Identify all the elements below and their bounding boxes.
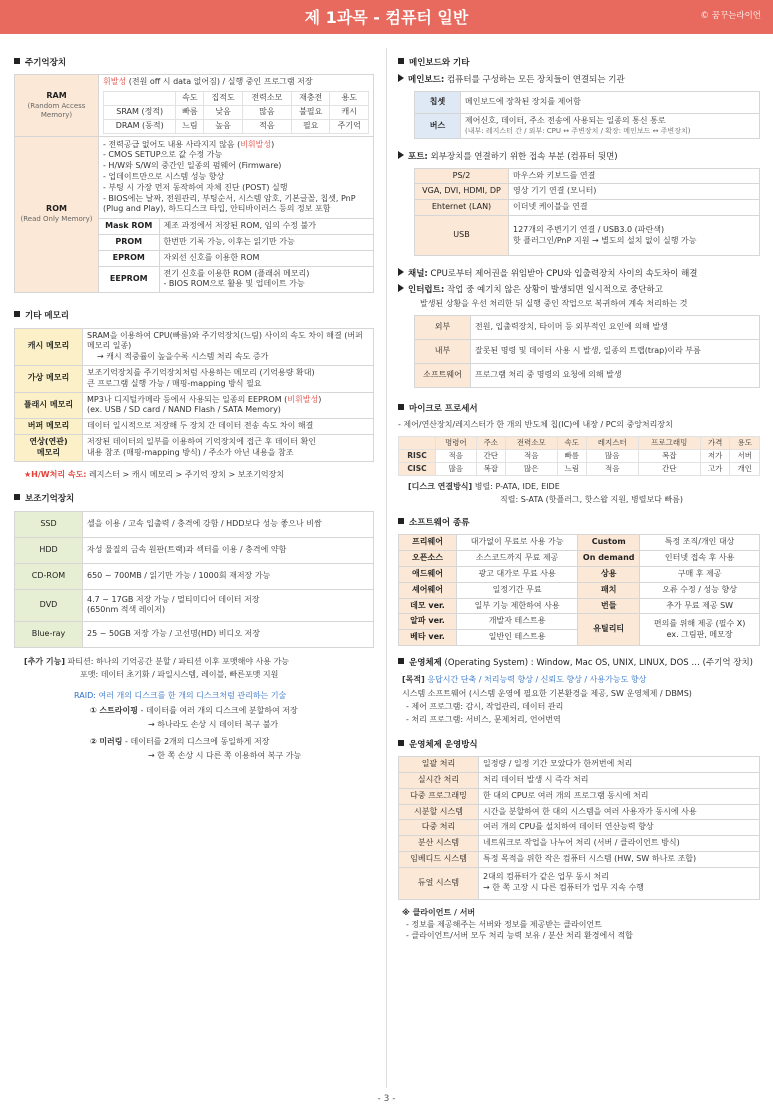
rc-header — [399, 437, 436, 450]
section-heading-aux-storage: 보조기억장치 — [14, 494, 374, 505]
ram-header: 집적도 — [204, 92, 243, 106]
left-column — [14, 58, 374, 762]
other-memory-table — [14, 328, 374, 462]
port-label: PS/2 — [415, 168, 509, 184]
ram-cell: 높음 — [204, 119, 243, 133]
os-modes-table — [398, 756, 760, 900]
bullet-square-icon — [14, 311, 20, 317]
sw-label: 셰어웨어 — [399, 582, 457, 598]
storage-desc: 650 ~ 700MB / 읽기만 가능 / 1000회 재저장 가능 — [83, 563, 374, 589]
sw-label: 베타 ver. — [399, 630, 457, 646]
rc-cell: 간단 — [476, 450, 506, 463]
section-heading-microprocessor: 마이크로 프로세서 — [398, 404, 760, 415]
interrupt-label: 외부 — [415, 315, 471, 339]
ram-desc: 휘발성 (전원 off 시 data 없어짐) / 실행 중인 프로그램 저장 — [103, 77, 313, 87]
ram-header: 용도 — [330, 92, 369, 106]
section-heading-os: 운영체제 (Operating System) : Window, Mac OS, UNIX, LINUX, DOS … (주기억 장치) — [398, 658, 760, 669]
sw-label: 오픈소스 — [399, 551, 457, 567]
risc-cisc-table — [398, 436, 760, 476]
rom-desc: - 전력공급 없어도 내용 사라지지 않음 (비휘발성) - CMOS SETUP으로 값 수정 가능 - H/W와 S/W의 중간인 일종의 펌웨어 (Firmware) - 업데이트만으로 시스템 성능 향상 - 부팅 시 가장 먼저 동작하여 자체 진단 (POST) 실행 - BIOS에는 날짜, 전원관리, 부팅순서, 시스템 암호, 기본글꼴, 칩셋, PnP (Plug and Play), 하드디스크 타입, 안티바이러스 등의 정보 포함 — [99, 137, 373, 219]
page-number: - 3 - — [377, 1094, 396, 1104]
disk-connection: [디스크 연결방식] 병렬: P-ATA, IDE, EIDE 직렬: S-ATA (핫플러그, 핫스왑 지원, 병렬보다 빠름) — [408, 482, 684, 505]
sw-desc: 개발자 테스트용 — [457, 614, 578, 630]
storage-label: CD-ROM — [15, 563, 83, 589]
rom-type-label: PROM — [99, 235, 159, 251]
os-mode-desc: 시간을 분할하여 한 대의 시스템을 여러 사용자가 동시에 사용 — [479, 804, 760, 820]
triangle-bullet-icon — [398, 268, 404, 276]
storage-desc: 4.7 ~ 17GB 저장 가능 / 멀티미디어 데이터 저장 (650nm 적색 레이저) — [83, 589, 374, 621]
rom-type-desc: 한번만 기록 가능, 이후는 읽기만 가능 — [159, 235, 373, 251]
rom-line: - BIOS에는 날짜, 전원관리, 부팅순서, 시스템 암호, 기본글꼴, 칩셋, PnP (Plug and Play), 하드디스크 타입, 안티바이러스 등의 정보 포함 — [103, 193, 356, 214]
hw-speed-note: ★H/W처리 속도: 레지스터 > 캐시 메모리 > 주기억 장치 > 보조기억장치 — [24, 469, 285, 479]
bullet-square-icon — [398, 658, 404, 664]
os-mode-label: 분산 시스템 — [399, 836, 479, 852]
os-line: - 처리 프로그램: 서비스, 문제처리, 언어번역 — [406, 714, 561, 724]
client-server-line: - 정보를 제공해주는 서버와 정보를 제공받는 클라이언트 — [406, 919, 602, 929]
rom-type-desc: 제조 과정에서 저장된 ROM, 임의 수정 불가 — [159, 219, 373, 235]
bullet-square-icon — [14, 494, 20, 500]
sw-label: 알파 ver. — [399, 614, 457, 630]
ram-cell: 필요 — [291, 119, 330, 133]
associative-memory-desc: 저장된 데이터의 일부를 이용하여 기억장치에 접근 후 데이터 확인 내용 참조 (매핑-mapping 방식) / 주소가 아닌 내용을 참조 — [83, 435, 374, 462]
sw-label: 패치 — [578, 582, 640, 598]
port-desc: 127개의 주변기기 연결 / USB3.0 (파란색) 핫 플러그인/PnP 지원 → 별도의 설치 없이 실행 가능 — [509, 216, 760, 256]
sw-desc: 일반인 테스트용 — [457, 630, 578, 646]
bullet-square-icon — [14, 58, 20, 64]
sw-label: 유틸리티 — [578, 614, 640, 646]
ram-cell: 적음 — [242, 119, 291, 133]
ram-cell: DRAM (동적) — [104, 119, 176, 133]
storage-desc: 자성 물질의 금속 원판(트랙)과 섹터를 이용 / 충격에 약함 — [83, 537, 374, 563]
rc-cell: 많음 — [587, 450, 638, 463]
rc-header: 프로그래밍 — [638, 437, 700, 450]
rc-cell: 서버 — [730, 450, 760, 463]
storage-desc: 25 ~ 50GB 저장 가능 / 고선명(HD) 비디오 저장 — [83, 621, 374, 647]
sw-label: 데모 ver. — [399, 598, 457, 614]
section-heading-mainboard: 메인보드와 기타 — [398, 58, 760, 69]
sw-label: 애드웨어 — [399, 567, 457, 583]
section-heading-os-modes: 운영체제 운영방식 — [398, 740, 760, 751]
rom-type-label: EPROM — [99, 250, 159, 266]
sw-desc: 추가 무료 제공 SW — [640, 598, 760, 614]
rc-cell: 저가 — [700, 450, 730, 463]
os-mode-desc: 처리 데이터 발생 시 즉각 처리 — [479, 772, 760, 788]
cache-memory-label: 캐시 메모리 — [15, 328, 83, 365]
bullet-square-icon — [398, 404, 404, 410]
aux-storage-table — [14, 511, 374, 648]
ram-label-cell — [15, 75, 99, 136]
interrupt-table — [414, 315, 760, 388]
flash-memory-label: 플래시 메모리 — [15, 392, 83, 419]
os-line: - 제어 프로그램: 감시, 작업관리, 데이터 관리 — [406, 702, 564, 712]
rc-header: 레지스터 — [587, 437, 638, 450]
column-divider — [386, 48, 387, 1088]
interrupt-desc-2: 발생된 상황을 우선 처리한 뒤 실행 중인 작업으로 복귀하여 계속 처리하는 것 — [420, 298, 688, 308]
rom-line: - 업데이트만으로 시스템 성능 향상 — [103, 172, 225, 182]
sw-label: 상용 — [578, 567, 640, 583]
port-label: USB — [415, 216, 509, 256]
associative-memory-label: 연상(연관) 메모리 — [15, 435, 83, 462]
rc-cell: 많은 — [506, 463, 557, 476]
ram-cell: 빠름 — [176, 106, 204, 120]
ram-cell: 캐시 — [330, 106, 369, 120]
rom-label: ROM — [46, 204, 67, 214]
sw-desc: 소스코드까지 무료 제공 — [457, 551, 578, 567]
os-mode-label: 다중 프로그래밍 — [399, 788, 479, 804]
virtual-memory-desc: 보조기억장치를 주기억장치처럼 사용하는 메모리 (기억용량 확대) 큰 프로그램 실행 가능 / 매핑-mapping 방식 필요 — [83, 366, 374, 393]
os-mode-desc: 일정량 / 일정 기간 모았다가 한꺼번에 처리 — [479, 757, 760, 773]
ram-header: 속도 — [176, 92, 204, 106]
rc-cell: 간단 — [638, 463, 700, 476]
software-table — [398, 534, 760, 646]
section-heading-software: 소프트웨어 종류 — [398, 518, 760, 529]
os-mode-label: 시분할 시스템 — [399, 804, 479, 820]
sw-label: On demand — [578, 551, 640, 567]
os-mode-desc: 네트워크로 작업을 나누어 처리 (서버 / 클라이언트 방식) — [479, 836, 760, 852]
ram-cell: 주기억 — [330, 119, 369, 133]
rc-header: 주소 — [476, 437, 506, 450]
sw-desc: 대가없이 무료로 사용 가능 — [457, 535, 578, 551]
ram-label: RAM — [46, 90, 67, 100]
cache-memory-desc: SRAM을 이용하여 CPU(빠름)와 주기억장치(느림) 사이의 속도 차이 해결 (버퍼 메모리 일종) → 캐시 적중률이 높을수록 시스템 처리 속도 증가 — [83, 328, 374, 365]
rc-cell: 적음 — [587, 463, 638, 476]
interrupt-label: 소프트웨어 — [415, 363, 471, 387]
interrupt-desc: 잘못된 명령 및 데이터 사용 시 발생, 일종의 트랩(trap)이라 부름 — [471, 339, 760, 363]
port-desc: 마우스와 키보드를 연결 — [509, 168, 760, 184]
sw-desc: 오류 수정 / 성능 향상 — [640, 582, 760, 598]
raid-striping: ① 스트라이핑 - 데이터를 여러 개의 디스크에 분할하여 저장 → 하나라도 손상 시 데이터 복구 불가 — [90, 706, 298, 730]
port-label: VGA, DVI, HDMI, DP — [415, 184, 509, 200]
os-goal: [목적] 응답시간 단축 / 처리능력 향상 / 신뢰도 향상 / 사용가능도 향상 — [402, 674, 647, 684]
ram-cell: 많음 — [242, 106, 291, 120]
rom-type-desc: 자외선 신호를 이용한 ROM — [159, 250, 373, 266]
rom-content-cell — [99, 136, 374, 293]
port-label: Ehternet (LAN) — [415, 200, 509, 216]
rc-cell: CISC — [399, 463, 436, 476]
copyright: © 꿈꾸는라이언 — [700, 11, 761, 21]
rom-label-cell — [15, 136, 99, 293]
os-mode-label: 일괄 처리 — [399, 757, 479, 773]
rc-cell: 복잡 — [638, 450, 700, 463]
bullet-square-icon — [398, 740, 404, 746]
sw-desc: 구매 후 제공 — [640, 567, 760, 583]
rc-cell: 적음 — [506, 450, 557, 463]
rom-line: - CMOS SETUP으로 값 수정 가능 — [103, 150, 223, 160]
rc-header: 가격 — [700, 437, 730, 450]
triangle-bullet-icon — [398, 151, 404, 159]
rom-type-label: Mask ROM — [99, 219, 159, 235]
rc-header: 속도 — [557, 437, 587, 450]
sw-desc: 일부 기능 제한하여 사용 — [457, 598, 578, 614]
sw-desc: 인터넷 접속 후 사용 — [640, 551, 760, 567]
sw-label: Custom — [578, 535, 640, 551]
ram-cell: 느림 — [176, 119, 204, 133]
rc-cell: 고가 — [700, 463, 730, 476]
rom-type-label: EEPROM — [99, 266, 159, 292]
sw-label: 번들 — [578, 598, 640, 614]
channel-def: 채널: CPU로부터 제어권을 위임받아 CPU와 입출력장치 사이의 속도차이 해결 — [398, 268, 760, 280]
raid-title: RAID: 여러 개의 디스크를 한 개의 디스크처럼 관리하는 기술 — [74, 690, 287, 700]
sw-desc: 광고 대가로 무료 사용 — [457, 567, 578, 583]
ram-cell: 불필요 — [291, 106, 330, 120]
virtual-memory-label: 가상 메모리 — [15, 366, 83, 393]
bullet-square-icon — [398, 58, 404, 64]
port-table — [414, 168, 760, 256]
rc-header: 용도 — [730, 437, 760, 450]
ram-sub-label: (Random Access Memory) — [27, 101, 86, 119]
os-mode-desc: 특정 목적을 위한 작은 컴퓨터 시스템 (HW, SW 하나로 조합) — [479, 851, 760, 867]
right-column — [398, 58, 760, 942]
rom-line: - 부팅 시 가장 먼저 동작하여 자체 진단 (POST) 실행 — [103, 182, 288, 192]
page-header — [0, 0, 773, 34]
section-heading-other-memory: 기타 메모리 — [14, 311, 374, 322]
buffer-memory-label: 버퍼 메모리 — [15, 419, 83, 435]
sw-desc: 일정기간 무료 — [457, 582, 578, 598]
bus-label: 버스 — [415, 113, 461, 138]
ram-header: 재충전 — [291, 92, 330, 106]
interrupt-desc: 프로그램 처리 중 명령의 요청에 의해 발생 — [471, 363, 760, 387]
port-desc: 영상 기기 연결 (모니터) — [509, 184, 760, 200]
interrupt-desc: 전원, 입출력장치, 타이머 등 외부적인 요인에 의해 발생 — [471, 315, 760, 339]
section-heading-main-memory: 주기억장치 — [14, 58, 374, 69]
ram-header: 전력소모 — [242, 92, 291, 106]
page-title: 제 1과목 - 컴퓨터 일반 — [304, 8, 469, 27]
rc-cell: RISC — [399, 450, 436, 463]
client-server-line: - 클라이언트/서버 모두 처리 능력 보유 / 분산 처리 환경에서 적합 — [406, 931, 633, 941]
main-memory-table — [14, 74, 374, 293]
storage-label: HDD — [15, 537, 83, 563]
ram-cell: SRAM (정적) — [104, 106, 176, 120]
os-mode-label: 다중 처리 — [399, 820, 479, 836]
rom-types-table — [99, 218, 373, 292]
interrupt-def: 인터럽트: 작업 중 예기치 않은 상황이 발생되면 일시적으로 중단하고 — [398, 284, 760, 296]
ram-header — [104, 92, 176, 106]
ram-content-cell — [99, 75, 374, 136]
microprocessor-desc: - 제어/연산장치/레지스터가 한 개의 반도체 칩(IC)에 내장 / PC의 중앙처리장치 — [398, 420, 673, 430]
rom-sub-label: (Read Only Memory) — [20, 215, 93, 224]
storage-label: SSD — [15, 511, 83, 537]
os-mode-desc: 2대의 컴퓨터가 같은 업무 동시 처리 → 한 쪽 고장 시 다른 컴퓨터가 업무 지속 수행 — [479, 867, 760, 899]
rc-cell: 복잡 — [476, 463, 506, 476]
os-mode-label: 임베디드 시스템 — [399, 851, 479, 867]
rc-cell: 많음 — [436, 463, 477, 476]
raid-mirroring: ② 미러링 - 데이터를 2개의 디스크에 동일하게 저장 → 한 쪽 손상 시 다른 쪽 이용하여 복구 가능 — [90, 736, 302, 760]
rc-header: 명령어 — [436, 437, 477, 450]
interrupt-label: 내부 — [415, 339, 471, 363]
os-mode-desc: 여러 개의 CPU를 설치하여 데이터 연산능력 향상 — [479, 820, 760, 836]
storage-desc: 셀을 이용 / 고속 입출력 / 충격에 강함 / HDD보다 성능 좋으나 비쌈 — [83, 511, 374, 537]
rc-cell: 느림 — [557, 463, 587, 476]
rom-type-desc: 전기 신호를 이용한 ROM (플래쉬 메모리) - BIOS ROM으로 활용 및 업데이트 가능 — [159, 266, 373, 292]
os-mode-label: 실시간 처리 — [399, 772, 479, 788]
triangle-bullet-icon — [398, 284, 404, 292]
rc-cell: 빠름 — [557, 450, 587, 463]
storage-label: Blue-ray — [15, 621, 83, 647]
sw-desc: 특정 조직/개인 대상 — [640, 535, 760, 551]
bus-desc: 제어신호, 데이터, 주소 전송에 사용되는 일종의 통신 통로 (내부: 레지스터 간 / 외부: CPU ↔ 주변장치 / 확장: 메인보드 ↔ 주변장치) — [461, 113, 760, 138]
rc-cell: 개인 — [730, 463, 760, 476]
mainboard-def: 메인보드: 컴퓨터를 구성하는 모든 장치들이 연결되는 기관 — [398, 74, 760, 86]
extra-functions: [추가 기능] 파티션: 하나의 기억공간 분할 / 파티션 이후 포맷해야 사용 가능 포맷: 데이터 초기화 / 파일시스템, 레이블, 빠른포맷 지원 — [24, 656, 290, 679]
rc-header: 전력소모 — [506, 437, 557, 450]
port-desc: 이더넷 케이블을 연결 — [509, 200, 760, 216]
sw-label: 프리웨어 — [399, 535, 457, 551]
rom-line: - H/W와 S/W의 중간인 일종의 펌웨어 (Firmware) — [103, 161, 282, 171]
os-mode-desc: 한 대의 CPU로 여러 개의 프로그램 동시에 처리 — [479, 788, 760, 804]
ram-compare-table — [103, 91, 369, 133]
triangle-bullet-icon — [398, 74, 404, 82]
chipset-label: 칩셋 — [415, 91, 461, 113]
bullet-square-icon — [398, 518, 404, 524]
ram-cell: 낮음 — [204, 106, 243, 120]
port-def: 포트: 외부장치를 연결하기 위한 접속 부분 (컴퓨터 뒷면) — [398, 151, 760, 163]
os-mode-label: 듀얼 시스템 — [399, 867, 479, 899]
flash-memory-desc: MP3나 디지털카메라 등에서 사용되는 일종의 EEPROM (비휘발성) (ex. USB / SD card / NAND Flash / SATA Memory) — [83, 392, 374, 419]
os-line: 시스템 소프트웨어 (시스템 운영에 필요한 기본환경을 제공, SW 운영체제 / DBMS) — [402, 689, 692, 699]
rc-cell: 적음 — [436, 450, 477, 463]
sw-desc: 편의를 위해 제공 (필수 X) ex. 그림판, 메모장 — [640, 614, 760, 646]
mainboard-table — [414, 91, 760, 139]
buffer-memory-desc: 데이터 일시적으로 저장해 두 장치 간 데이터 전송 속도 차이 해결 — [83, 419, 374, 435]
chipset-desc: 메인보드에 장착된 장치를 제어함 — [461, 91, 760, 113]
storage-label: DVD — [15, 589, 83, 621]
client-server-title: ※ 클라이언트 / 서버 — [402, 907, 476, 917]
